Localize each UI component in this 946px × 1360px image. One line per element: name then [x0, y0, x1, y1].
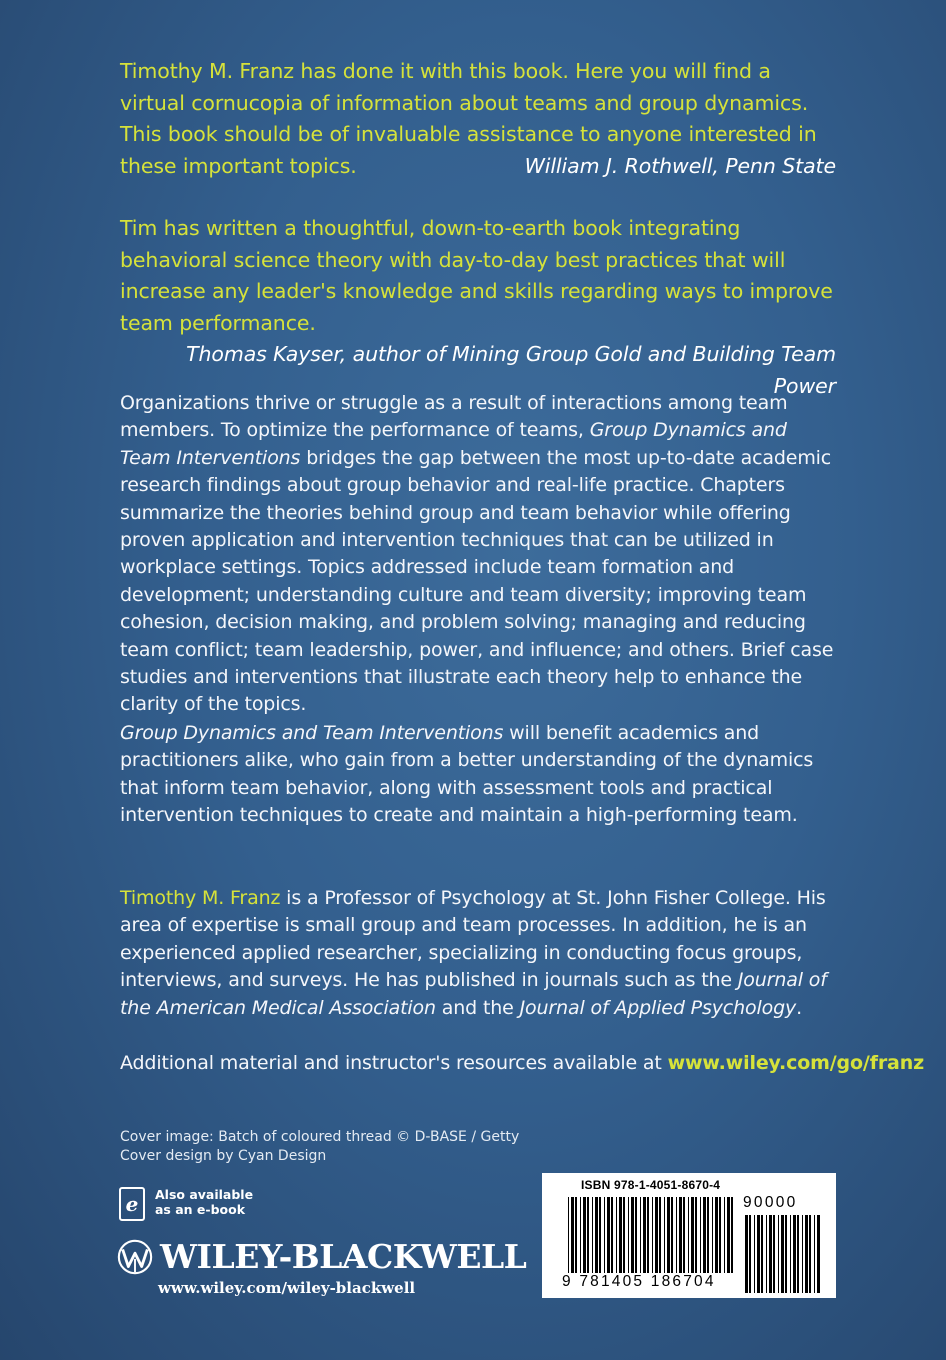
resources-text: Additional material and instructor's resources available at	[120, 1052, 668, 1074]
barcode-bar	[773, 1215, 775, 1293]
barcode-bar	[785, 1215, 787, 1293]
barcode-bar	[724, 1197, 725, 1273]
resources-link[interactable]: www.wiley.com/go/franz	[667, 1052, 924, 1074]
barcode-bar	[757, 1215, 760, 1293]
endorsement-1-text: Timothy M. Franz has done it with this book. Here you will find a virtual cornucopia of information about teams and group dynamics. This book should be of invaluable assistance to anyone interested in these important topics.	[120, 59, 817, 178]
barcode-bar	[616, 1197, 617, 1273]
barcode-bar	[761, 1215, 763, 1293]
barcode-bar	[623, 1197, 625, 1273]
author-bio	[120, 885, 836, 1022]
barcode-bar	[652, 1197, 653, 1273]
barcode-bar	[664, 1197, 665, 1273]
barcode-bar	[683, 1197, 685, 1273]
barcode-bar	[691, 1197, 694, 1273]
barcode-bar	[731, 1197, 733, 1273]
barcode-bar	[655, 1197, 658, 1273]
isbn-number: ISBN 978-1-4051-8670-4	[581, 1178, 721, 1192]
description-text: bridges the gap between the most up-to-date academic research findings about group behavior and real-life practice. Chapters summarize the theories behind group and team behavior while offering proven application and intervention techniques that can be utilized in workplace settings. Topics addressed include team formation and development; understanding culture and team diversity; improving team cohesion, decision making, and problem solving; managing and reducing team conflict; team leadership, power, and influence; and others. Brief case studies and interventions that illustrate each theory help to enhance the clarity of the topics.	[120, 446, 834, 716]
barcode-bar	[640, 1197, 641, 1273]
ebook-line-2: as an e-book	[155, 1202, 246, 1217]
barcode-bar	[700, 1197, 701, 1273]
barcode-label	[542, 1173, 836, 1298]
barcode-bar	[745, 1215, 748, 1293]
barcode-bar	[719, 1197, 721, 1273]
publisher-name: WILEY-BLACKWELL	[160, 1237, 527, 1276]
barcode-bar	[571, 1197, 574, 1273]
price-barcode-graphic	[745, 1215, 823, 1293]
barcode-bar	[676, 1197, 677, 1273]
ebook-icon: e	[119, 1187, 145, 1221]
barcode-bar	[599, 1197, 601, 1273]
bio-text: .	[796, 996, 802, 1019]
journal-name: Journal of the American Medical Association	[120, 969, 827, 1019]
barcode-bar	[802, 1215, 803, 1293]
barcode-bar	[587, 1197, 589, 1273]
author-name: Timothy M. Franz	[120, 887, 281, 909]
publisher-logo	[116, 1237, 526, 1276]
barcode-bar	[667, 1197, 670, 1273]
ebook-line-1: Also available	[155, 1187, 254, 1202]
resources-line	[120, 1050, 924, 1077]
endorsement-2	[120, 213, 836, 402]
barcode-bar	[592, 1197, 593, 1273]
description-text: Organizations thrive or struggle as a result of interactions among team members. To optimize the performance of teams,	[120, 392, 788, 442]
barcode-digits: 9 781405 186704	[562, 1273, 716, 1290]
endorsement-1	[120, 56, 836, 182]
barcode-bar	[604, 1197, 605, 1273]
description-text: will benefit academics and practitioners alike, who gain from a better understanding of the dynamics that inform team behavior, along with assessment tools and practical intervention techniques to create and maintain a high-performing team.	[120, 722, 814, 827]
cover-image-credit: Cover image: Batch of coloured thread © D-BASE / Getty	[120, 1129, 520, 1145]
barcode-bar	[809, 1215, 811, 1293]
barcode-bar	[568, 1197, 569, 1273]
barcode-bar	[607, 1197, 610, 1273]
barcode-bar	[595, 1197, 598, 1273]
barcode-bar	[643, 1197, 646, 1273]
description-paragraph-1	[120, 390, 836, 719]
barcode-bar	[583, 1197, 586, 1273]
bio-text: is a Professor of Psychology at St. John Fisher College. His area of expertise is small group and team processes. In addition, he is an experienced applied researcher, specializing in conducting focus groups, interviews, and surveys. He has published in journals such as the	[120, 887, 826, 992]
barcode-bar	[781, 1215, 784, 1293]
barcode-bar	[766, 1215, 767, 1293]
price-code: 90000	[743, 1194, 798, 1211]
barcode-bar	[575, 1197, 577, 1273]
wiley-shield-icon	[116, 1238, 154, 1276]
barcode-bar	[619, 1197, 622, 1273]
barcode-bar	[707, 1197, 709, 1273]
barcode-bar	[631, 1197, 634, 1273]
book-title: Group Dynamics and Team Interventions	[120, 419, 787, 469]
barcode-bar	[611, 1197, 613, 1273]
barcode-bar	[635, 1197, 637, 1273]
barcode-bar	[790, 1215, 791, 1293]
barcode-bar	[793, 1215, 796, 1293]
barcode-bar	[659, 1197, 661, 1273]
barcode-bar	[715, 1197, 718, 1273]
cover-design-credit: Cover design by Cyan Design	[120, 1147, 327, 1164]
ebook-text	[155, 1187, 253, 1217]
journal-name: Journal of Applied Psychology	[519, 996, 797, 1019]
description-paragraph-2	[120, 720, 836, 830]
barcode-bar	[688, 1197, 689, 1273]
barcode-bar	[679, 1197, 682, 1273]
barcode-bar	[797, 1215, 799, 1293]
endorsement-2-text: Tim has written a thoughtful, down-to-earth book integrating behavioral science theory with day-to-day best practices that will increase any leader's knowledge and skills regarding ways to improve team performance.	[120, 216, 833, 335]
barcode-bar	[754, 1215, 755, 1293]
isbn-barcode-graphic	[568, 1197, 738, 1273]
publisher-url[interactable]: www.wiley.com/wiley-blackwell	[158, 1279, 416, 1297]
barcode-bar	[778, 1215, 779, 1293]
barcode-bar	[671, 1197, 673, 1273]
barcode-bar	[769, 1215, 772, 1293]
bio-text: and the	[435, 996, 520, 1019]
barcode-bar	[580, 1197, 581, 1273]
ebook-notice	[119, 1187, 253, 1221]
endorsement-1-attribution: William J. Rothwell, Penn State	[524, 153, 836, 178]
barcode-bar	[817, 1215, 820, 1293]
barcode-bar	[805, 1215, 808, 1293]
barcode-bar	[727, 1197, 730, 1273]
endorsement-2-attribution: Thomas Kayser, author of Mining Group Gold and Building Team Power	[186, 342, 836, 398]
barcode-bar	[628, 1197, 629, 1273]
barcode-bar	[695, 1197, 697, 1273]
book-title: Group Dynamics and Team Interventions	[120, 722, 504, 744]
barcode-bar	[749, 1215, 751, 1293]
barcode-bar	[647, 1197, 649, 1273]
barcode-bar	[712, 1197, 713, 1273]
barcode-bar	[703, 1197, 706, 1273]
cover-credits	[120, 1128, 836, 1165]
barcode-bar	[814, 1215, 815, 1293]
